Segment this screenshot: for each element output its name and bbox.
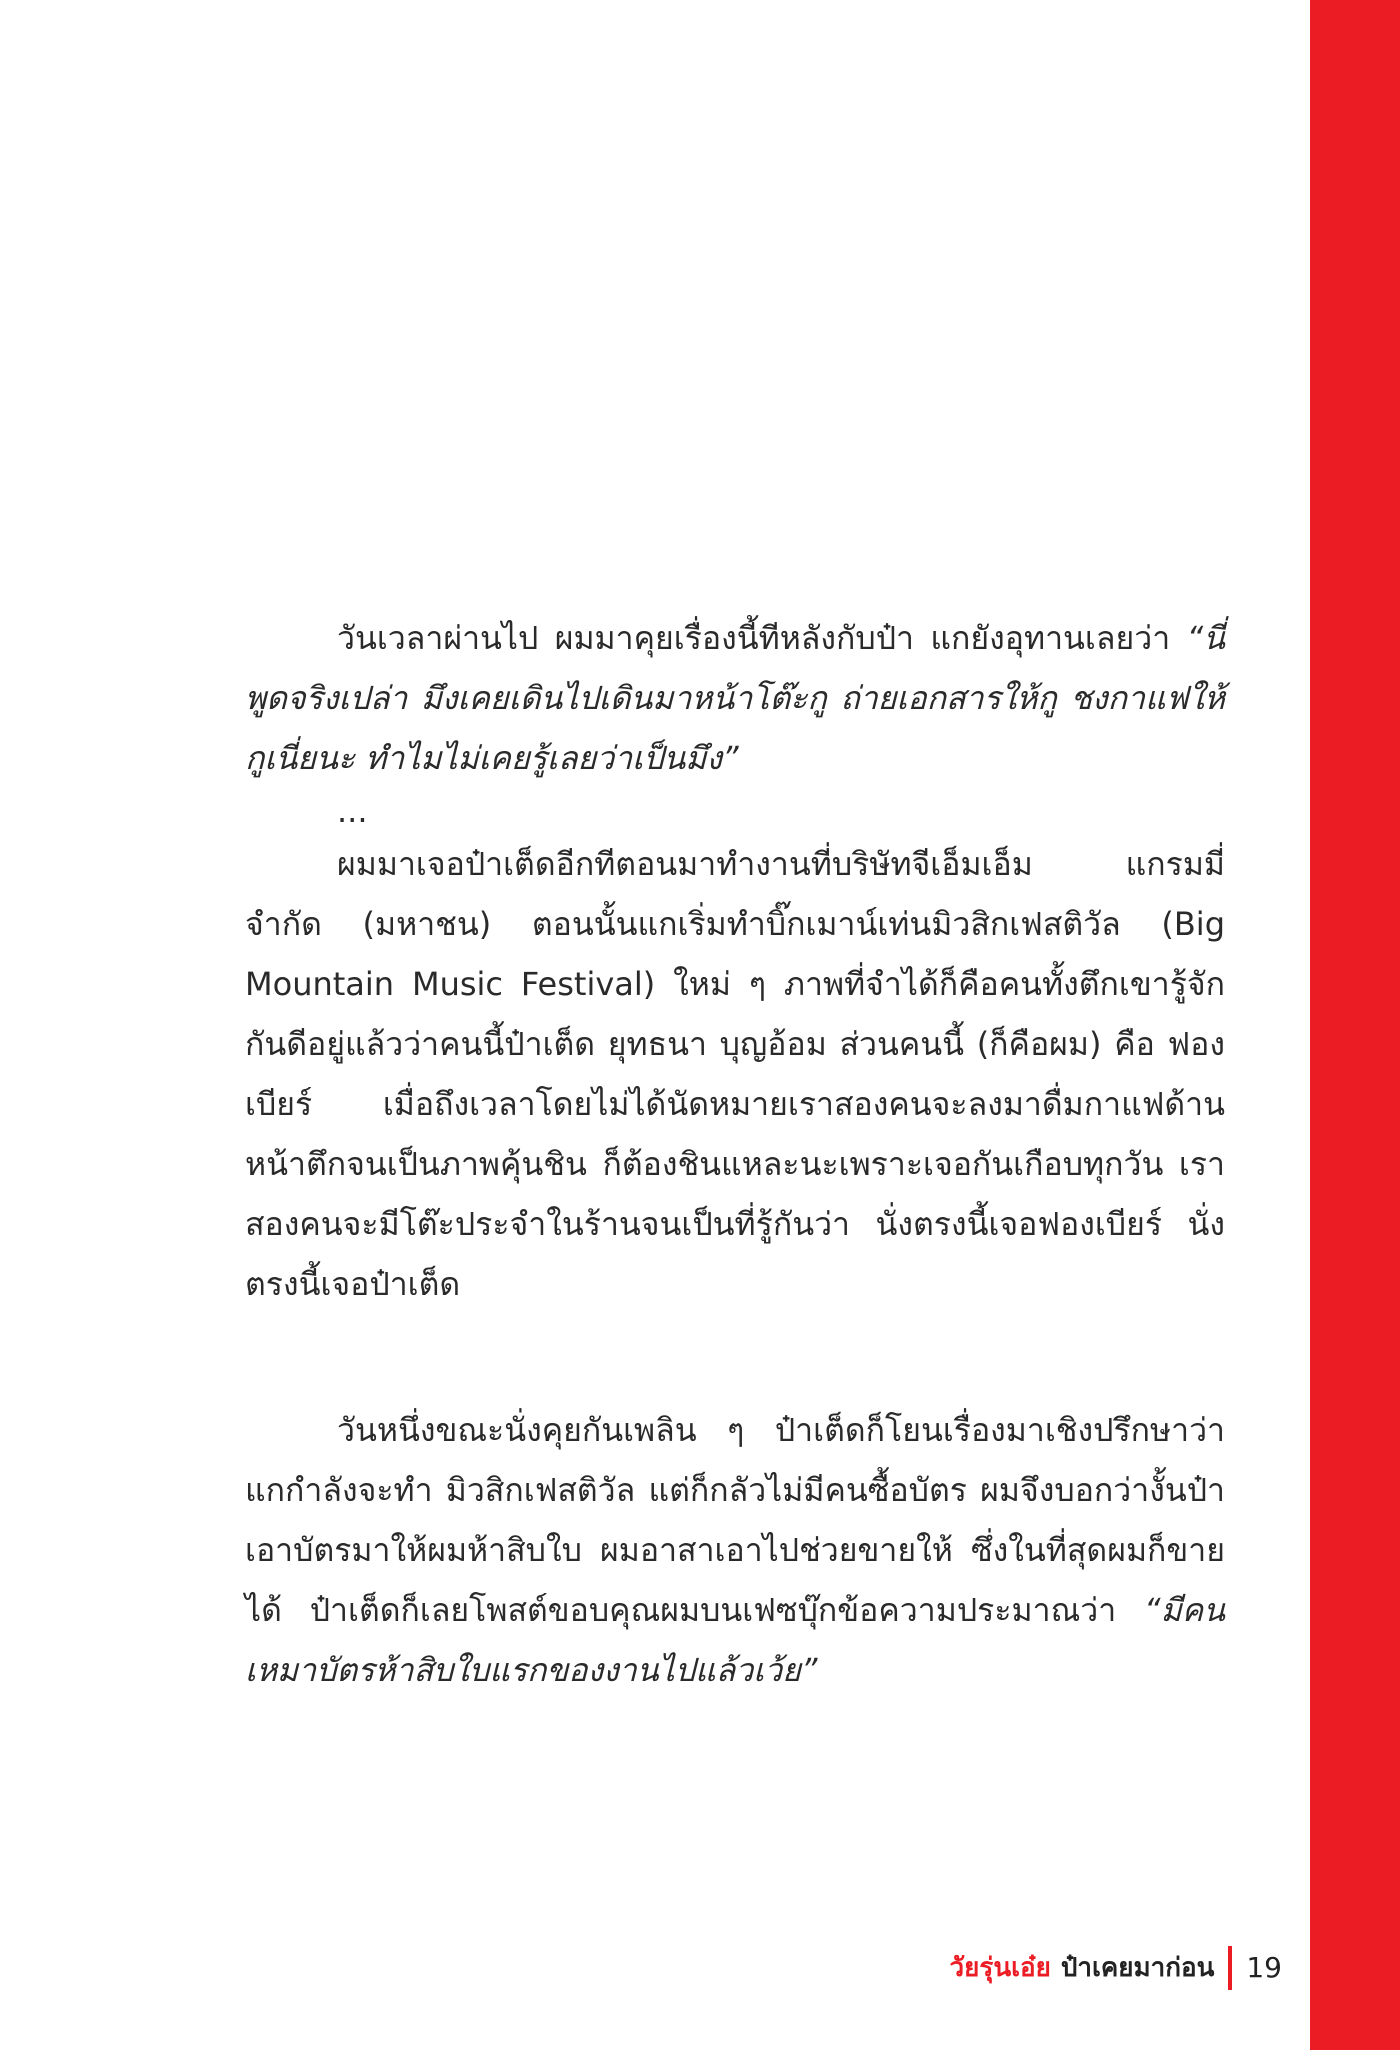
paragraph-tickets-text: วันหนึ่งขณะนั่งคุยกันเพลิน ๆ ป๋าเต็ดก็โยนเรื่องมาเชิงปรึกษาว่า แกกำลังจะทำ มิวสิกเฟสติวัล แต่ก็กลัวไม่มีคนซื้อบัตร ผมจึงบอกว่างั้นป๋าเอาบัตรมาให้ผมห้าสิบใบ ผมอาสาเอาไปช่วยขายให้ ซึ่งในที่สุดผมก็ขายได้ ป๋าเต็ดก็เลยโพสต์ขอบคุณผมบนเฟซบุ๊กข้อความประมาณว่า (245, 1411, 1225, 1629)
section-ellipsis: ... (337, 792, 368, 830)
paragraph-intro-text: วันเวลาผ่านไป ผมมาคุยเรื่องนี้ทีหลังกับป๋า แกยังอุทานเลยว่า (337, 619, 1171, 657)
paragraph-intro (245, 608, 1225, 788)
paragraph-tickets (245, 1400, 1225, 1700)
red-side-band (1310, 0, 1400, 2050)
footer-book-title: ป๋าเคยมาก่อน (1060, 1953, 1215, 1983)
page-footer (950, 1946, 1282, 1990)
paragraph-meeting: ผมมาเจอป๋าเต็ดอีกทีตอนมาทำงานที่บริษัทจีเอ็มเอ็ม แกรมมี่ จำกัด (มหาชน) ตอนนั้นแกเริ่มทำบิ๊กเมาน์เท่นมิวสิกเฟสติวัล (Big Mountain Music Festival) ใหม่ ๆ ภาพที่จำได้ก็คือคนทั้งตึกเขารู้จักกันดีอยู่แล้วว่าคนนี้ป๋าเต็ด ยุทธนา บุญอ้อม ส่วนคนนี้ (ก็คือผม) คือ ฟองเบียร์ เมื่อถึงเวลาโดยไม่ได้นัดหมายเราสองคนจะลงมาดื่มกาแฟด้านหน้าตึกจนเป็นภาพคุ้นชิน ก็ต้องชินแหละนะเพราะเจอกันเกือบทุกวัน เราสองคนจะมีโต๊ะประจำในร้านจนเป็นที่รู้กันว่า นั่งตรงนี้เจอฟองเบียร์ นั่งตรงนี้เจอป๋าเต็ด (245, 845, 1225, 1303)
text-block-top (245, 608, 1225, 1314)
text-block-bottom (245, 1400, 1225, 1700)
quote-friend: “นี่พูดจริงเปล่า มึงเคยเดินไปเดินมาหน้าโต๊ะกู ถ่ายเอกสารให้กู ชงกาแฟให้กูเนี่ยนะ ทำไมไม่เคยรู้เลยว่าเป็นมึง” (245, 619, 1226, 777)
footer-book-title-highlight: วัยรุ่นเอ๋ย (949, 1953, 1051, 1983)
quote-facebook-post: “มีคนเหมาบัตรห้าสิบใบแรกของงานไปแล้วเว้ย” (245, 1591, 1225, 1689)
footer-divider (1228, 1946, 1232, 1990)
page-number: 19 (1246, 1951, 1282, 1984)
